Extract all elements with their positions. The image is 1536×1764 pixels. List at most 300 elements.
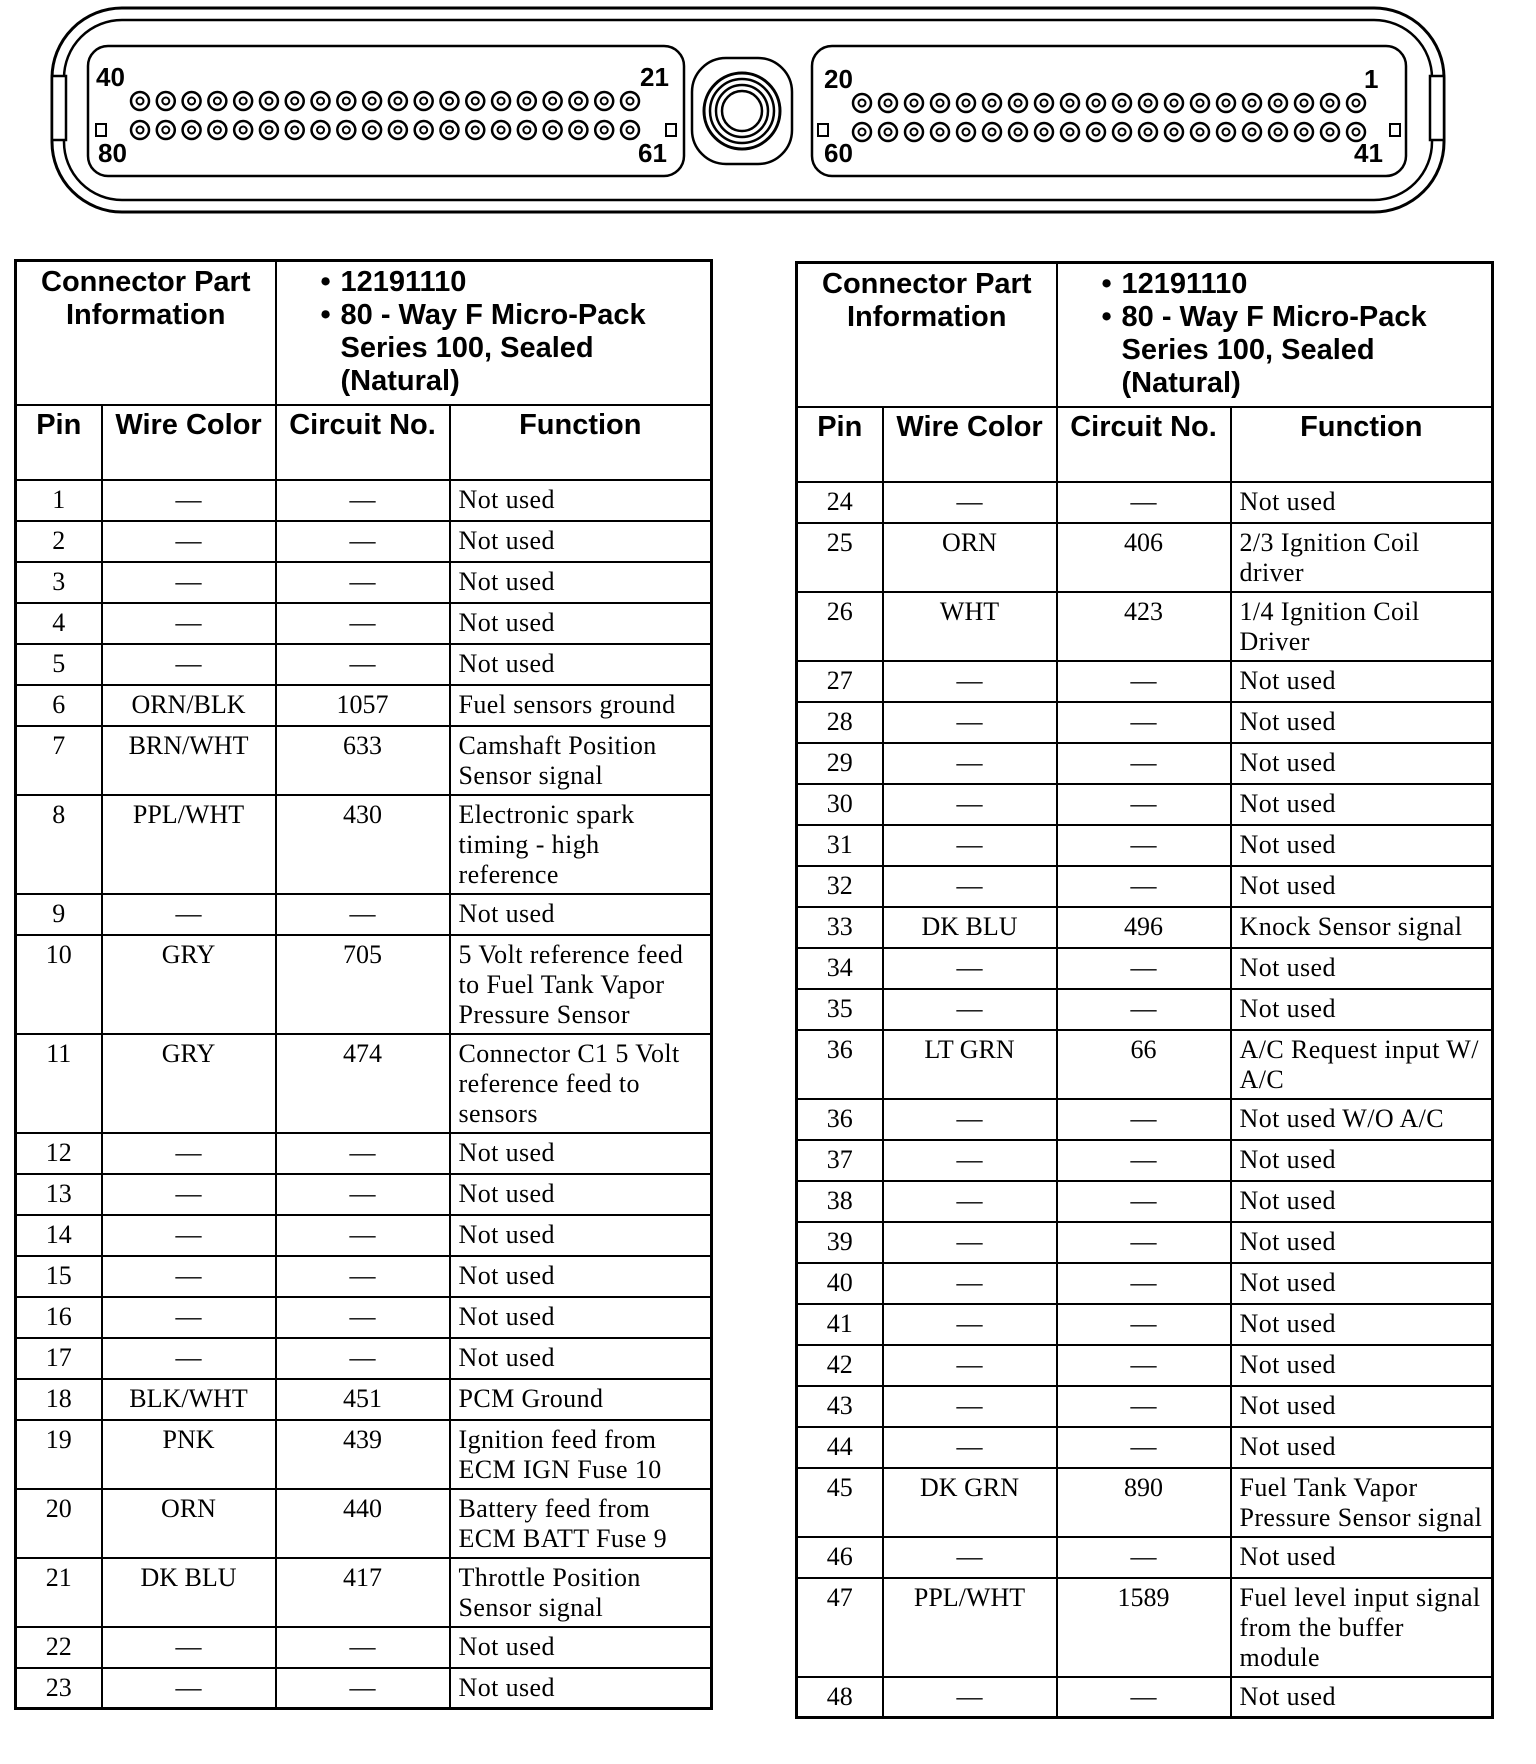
pin-cavity-center [240, 98, 247, 105]
pin-cavity [1295, 123, 1313, 141]
pin-cavity [415, 92, 433, 110]
left-pin-cavities [131, 92, 639, 139]
part-number: • 12191110 [1122, 268, 1488, 301]
cell-wire-color: DK GRN [883, 1468, 1057, 1537]
pin-cavity [363, 121, 381, 139]
connector-part-info-label: Connector Part Information [16, 261, 276, 405]
pin-cavity-center [1041, 100, 1048, 107]
pin-cavity [879, 94, 897, 112]
cell-function: Not used W/O A/C [1231, 1099, 1493, 1140]
cell-pin: 7 [16, 726, 102, 795]
cell-function: Not used [1231, 482, 1493, 523]
pin-cavity-center [317, 127, 324, 134]
table-row [797, 1030, 1493, 1099]
cell-wire-color: ORN/BLK [102, 685, 276, 726]
part-number: • 12191110 [341, 266, 707, 299]
cell-wire-color: — [883, 1222, 1057, 1263]
cell-pin: 29 [797, 743, 883, 784]
pin-cavity [1113, 123, 1131, 141]
cell-function: Not used [1231, 1222, 1493, 1263]
pin-cavity [157, 121, 175, 139]
cell-function: Not used [1231, 1537, 1493, 1578]
cell-pin: 6 [16, 685, 102, 726]
column-header-pin: Pin [797, 407, 883, 482]
cell-function: Not used [450, 1297, 712, 1338]
cell-pin: 18 [16, 1379, 102, 1420]
cell-circuit-no: — [276, 1627, 450, 1668]
cell-pin: 42 [797, 1345, 883, 1386]
table-row [16, 603, 712, 644]
cell-circuit-no: — [1057, 482, 1231, 523]
pin-cavity [1269, 94, 1287, 112]
cell-function: Not used [1231, 1181, 1493, 1222]
table-row [16, 1256, 712, 1297]
cell-pin: 10 [16, 935, 102, 1034]
table-row [16, 894, 712, 935]
cell-function: Not used [1231, 784, 1493, 825]
cell-wire-color: PPL/WHT [102, 795, 276, 894]
cell-pin: 34 [797, 948, 883, 989]
cell-wire-color: — [883, 482, 1057, 523]
cell-function: Not used [450, 1338, 712, 1379]
cell-function: Camshaft Position Sensor signal [450, 726, 712, 795]
pin-cavity [1217, 123, 1235, 141]
cell-wire-color: GRY [102, 935, 276, 1034]
table-row [16, 935, 712, 1034]
cell-function: Not used [1231, 825, 1493, 866]
table-row [797, 1345, 1493, 1386]
pin-cavity [286, 92, 304, 110]
connector-part-info-value [276, 261, 712, 405]
table-row [797, 1263, 1493, 1304]
cell-circuit-no: 66 [1057, 1030, 1231, 1099]
cell-circuit-no: 439 [276, 1420, 450, 1489]
cell-circuit-no: — [276, 603, 450, 644]
pin-cavity-center [394, 127, 401, 134]
pin-cavity-center [214, 127, 221, 134]
cell-circuit-no: — [1057, 948, 1231, 989]
pin-cavity [183, 121, 201, 139]
table-row [797, 1427, 1493, 1468]
cell-pin: 36 [797, 1030, 883, 1099]
cell-wire-color: — [883, 1181, 1057, 1222]
pin-cavity [389, 121, 407, 139]
pin-cavity-center [162, 127, 169, 134]
pin-cavity [157, 92, 175, 110]
cell-pin: 21 [16, 1558, 102, 1627]
cell-circuit-no: — [276, 644, 450, 685]
pin-cavity-center [343, 98, 350, 105]
table-row [797, 989, 1493, 1030]
pin-cavity [1035, 123, 1053, 141]
pin-cavity-center [859, 100, 866, 107]
table-row [16, 726, 712, 795]
table-row [797, 661, 1493, 702]
cell-function: Not used [450, 480, 712, 521]
center-bolt-ring-1 [710, 79, 774, 143]
cell-pin: 22 [16, 1627, 102, 1668]
cell-circuit-no: 474 [276, 1034, 450, 1133]
cell-wire-color: DK BLU [102, 1558, 276, 1627]
cell-pin: 38 [797, 1181, 883, 1222]
cell-wire-color: — [883, 702, 1057, 743]
pin-cavity [853, 123, 871, 141]
pin-cavity [1191, 94, 1209, 112]
cell-function: Not used [1231, 661, 1493, 702]
pin-cavity-center [291, 127, 298, 134]
pin-label-61: 61 [638, 138, 667, 168]
cell-function: PCM Ground [450, 1379, 712, 1420]
cell-circuit-no: — [1057, 1427, 1231, 1468]
pin-cavity-center [1275, 129, 1282, 136]
pin-cavity [983, 123, 1001, 141]
cell-function: 5 Volt reference feed to Fuel Tank Vapor Pressure Sensor [450, 935, 712, 1034]
cell-wire-color: — [883, 948, 1057, 989]
table-row [797, 784, 1493, 825]
cell-circuit-no: — [1057, 1537, 1231, 1578]
pin-cavity-center [240, 127, 247, 134]
cell-circuit-no: — [276, 1133, 450, 1174]
pin-cavity-center [1171, 100, 1178, 107]
pin-cavity [1165, 123, 1183, 141]
pin-cavity [544, 121, 562, 139]
cell-pin: 17 [16, 1338, 102, 1379]
cell-wire-color: — [102, 603, 276, 644]
left-block-key-l [96, 124, 106, 136]
pin-cavity [905, 94, 923, 112]
table-body-right [797, 482, 1493, 1718]
pin-cavity-center [549, 127, 556, 134]
cell-pin: 47 [797, 1578, 883, 1677]
pin-cavity-center [885, 129, 892, 136]
cell-wire-color: — [883, 1263, 1057, 1304]
cell-pin: 24 [797, 482, 883, 523]
pin-cavity [621, 92, 639, 110]
pin-cavity [131, 121, 149, 139]
table-row [797, 702, 1493, 743]
cell-pin: 20 [16, 1489, 102, 1558]
cell-pin: 40 [797, 1263, 883, 1304]
table-row [797, 743, 1493, 784]
pin-cavity-center [137, 98, 144, 105]
cell-wire-color: — [102, 1256, 276, 1297]
table-row [16, 562, 712, 603]
pin-cavity-center [963, 129, 970, 136]
pin-cavity-center [989, 129, 996, 136]
pin-cavity [492, 92, 510, 110]
pin-cavity-center [1353, 100, 1360, 107]
pin-cavity [983, 94, 1001, 112]
table-row [797, 907, 1493, 948]
pin-cavity-center [1249, 100, 1256, 107]
table-row [797, 866, 1493, 907]
part-description: • 80 - Way F Micro-Pack Series 100, Sealed (Natural) [341, 299, 707, 398]
cell-function: Not used [450, 1627, 712, 1668]
pin-cavity-center [1223, 100, 1230, 107]
cell-circuit-no: — [276, 894, 450, 935]
pin-cavity-center [549, 98, 556, 105]
pin-cavity-center [627, 98, 634, 105]
cell-function: Not used [450, 1256, 712, 1297]
pin-cavity [337, 121, 355, 139]
pin-cavity-center [394, 98, 401, 105]
pin-cavity-center [162, 98, 169, 105]
table-row [16, 795, 712, 894]
table-row [797, 1386, 1493, 1427]
pin-cavity-center [188, 98, 195, 105]
table-row [797, 1304, 1493, 1345]
cell-pin: 41 [797, 1304, 883, 1345]
pin-cavity-center [265, 127, 272, 134]
pin-cavity-center [859, 129, 866, 136]
pin-cavity-center [498, 127, 505, 134]
pin-cavity-center [137, 127, 144, 134]
cell-function: Not used [1231, 743, 1493, 784]
pin-cavity-center [498, 98, 505, 105]
cell-wire-color: — [102, 1215, 276, 1256]
column-header-pin: Pin [16, 405, 102, 480]
cell-pin: 32 [797, 866, 883, 907]
pin-cavity [312, 121, 330, 139]
pin-cavity [466, 92, 484, 110]
cell-circuit-no: — [276, 521, 450, 562]
cell-wire-color: — [102, 1627, 276, 1668]
cell-circuit-no: — [1057, 702, 1231, 743]
pin-cavity-center [188, 127, 195, 134]
cell-pin: 16 [16, 1297, 102, 1338]
cell-function: Not used [1231, 866, 1493, 907]
cell-pin: 9 [16, 894, 102, 935]
cell-wire-color: — [883, 784, 1057, 825]
pin-cavity-center [963, 100, 970, 107]
cell-function: Not used [1231, 989, 1493, 1030]
pin-cavity [466, 121, 484, 139]
cell-function: Fuel sensors ground [450, 685, 712, 726]
cell-pin: 37 [797, 1140, 883, 1181]
cell-circuit-no: — [276, 1338, 450, 1379]
cell-pin: 23 [16, 1668, 102, 1709]
cell-wire-color: — [102, 521, 276, 562]
cell-wire-color: — [883, 1677, 1057, 1718]
pin-cavity-center [601, 98, 608, 105]
connector-part-info-value [1057, 263, 1493, 407]
pin-cavity-center [627, 127, 634, 134]
table-row [797, 1578, 1493, 1677]
pin-cavity-center [1067, 129, 1074, 136]
cell-circuit-no: — [276, 1668, 450, 1709]
cell-wire-color: — [883, 661, 1057, 702]
cell-function: Not used [1231, 1140, 1493, 1181]
pin-cavity [440, 92, 458, 110]
pin-cavity [1191, 123, 1209, 141]
cell-pin: 13 [16, 1174, 102, 1215]
cell-function: Fuel level input signal from the buffer module [1231, 1578, 1493, 1677]
pin-cavity-center [1145, 100, 1152, 107]
pin-cavity-center [1171, 129, 1178, 136]
connector-diagram [0, 0, 1536, 220]
table-row [16, 685, 712, 726]
table-row [797, 1099, 1493, 1140]
pin-cavity [879, 123, 897, 141]
cell-pin: 39 [797, 1222, 883, 1263]
cell-pin: 45 [797, 1468, 883, 1537]
pin-cavity-center [911, 129, 918, 136]
pin-cavity [544, 92, 562, 110]
cell-function: Throttle Position Sensor signal [450, 1558, 712, 1627]
pin-label-60: 60 [824, 138, 853, 168]
cell-function: Not used [1231, 1427, 1493, 1468]
cell-wire-color: — [102, 1668, 276, 1709]
table-row [797, 482, 1493, 523]
cell-pin: 27 [797, 661, 883, 702]
cell-pin: 46 [797, 1537, 883, 1578]
pin-label-40: 40 [96, 62, 125, 92]
pin-cavity-center [937, 129, 944, 136]
pin-cavity [260, 121, 278, 139]
cell-function: 2/3 Ignition Coil driver [1231, 523, 1493, 592]
pin-label-41: 41 [1354, 138, 1383, 168]
table-row [16, 521, 712, 562]
cell-circuit-no: 451 [276, 1379, 450, 1420]
cell-function: Not used [450, 1174, 712, 1215]
cell-wire-color: ORN [883, 523, 1057, 592]
table-row [797, 1537, 1493, 1578]
pin-cavity-center [1223, 129, 1230, 136]
pin-cavity [1243, 123, 1261, 141]
pinout-table-left [14, 259, 713, 1710]
cell-wire-color: BLK/WHT [102, 1379, 276, 1420]
cell-circuit-no: — [1057, 784, 1231, 825]
pin-cavity-center [911, 100, 918, 107]
pin-cavity [595, 92, 613, 110]
pinout-table-right [795, 261, 1494, 1719]
pin-cavity [931, 123, 949, 141]
cell-pin: 35 [797, 989, 883, 1030]
pin-cavity [518, 92, 536, 110]
pin-cavity-center [1327, 129, 1334, 136]
cell-pin: 33 [797, 907, 883, 948]
cell-circuit-no: 1057 [276, 685, 450, 726]
right-block-key-r [1390, 124, 1400, 136]
pin-cavity [957, 123, 975, 141]
cell-circuit-no: — [1057, 989, 1231, 1030]
cell-wire-color: — [883, 743, 1057, 784]
table-row [797, 1181, 1493, 1222]
pin-cavity [208, 92, 226, 110]
table-row [16, 480, 712, 521]
pin-cavity [1061, 123, 1079, 141]
pin-cavity [415, 121, 433, 139]
pin-cavity-center [1249, 129, 1256, 136]
left-pin-block [88, 46, 684, 176]
table-row [16, 1174, 712, 1215]
table-row [16, 1627, 712, 1668]
cell-pin: 11 [16, 1034, 102, 1133]
cell-pin: 3 [16, 562, 102, 603]
pin-cavity-center [523, 127, 530, 134]
pin-cavity [1243, 94, 1261, 112]
cell-pin: 30 [797, 784, 883, 825]
pin-cavity [957, 94, 975, 112]
cell-wire-color: — [883, 1537, 1057, 1578]
cell-circuit-no: 423 [1057, 592, 1231, 661]
pin-cavity [1139, 123, 1157, 141]
pin-cavity-center [989, 100, 996, 107]
cell-function: Not used [1231, 948, 1493, 989]
right-pin-block [812, 46, 1406, 176]
table-row [797, 1468, 1493, 1537]
cell-wire-color: — [883, 1140, 1057, 1181]
cell-wire-color: — [102, 894, 276, 935]
pin-cavity [1009, 94, 1027, 112]
pin-cavity [286, 121, 304, 139]
pin-cavity-center [1353, 129, 1360, 136]
pin-label-21: 21 [640, 62, 669, 92]
cell-function: Not used [450, 562, 712, 603]
cell-wire-color: — [883, 866, 1057, 907]
cell-wire-color: LT GRN [883, 1030, 1057, 1099]
pin-cavity [260, 92, 278, 110]
pin-cavity-center [317, 98, 324, 105]
cell-function: Fuel Tank Vapor Pressure Sensor signal [1231, 1468, 1493, 1537]
cell-wire-color: — [883, 1304, 1057, 1345]
cell-pin: 12 [16, 1133, 102, 1174]
column-header-wire-color: Wire Color [102, 405, 276, 480]
pin-cavity-center [472, 98, 479, 105]
column-header-wire-color: Wire Color [883, 407, 1057, 482]
pin-cavity [208, 121, 226, 139]
cell-circuit-no: 430 [276, 795, 450, 894]
cell-wire-color: — [883, 1386, 1057, 1427]
pin-label-80: 80 [98, 138, 127, 168]
pin-cavity-center [1119, 100, 1126, 107]
pin-cavity-center [343, 127, 350, 134]
pin-cavity [234, 92, 252, 110]
cell-circuit-no: — [1057, 1222, 1231, 1263]
table-row [16, 1338, 712, 1379]
table-row [797, 592, 1493, 661]
cell-pin: 36 [797, 1099, 883, 1140]
cell-function: Not used [450, 1215, 712, 1256]
cell-wire-color: — [883, 1099, 1057, 1140]
pin-cavity [569, 121, 587, 139]
cell-wire-color: PNK [102, 1420, 276, 1489]
table-row [16, 1215, 712, 1256]
cell-circuit-no: — [1057, 825, 1231, 866]
cell-circuit-no: — [1057, 1099, 1231, 1140]
pin-cavity-center [1301, 100, 1308, 107]
table-row [797, 1140, 1493, 1181]
cell-circuit-no: — [1057, 661, 1231, 702]
cell-circuit-no: 417 [276, 1558, 450, 1627]
cell-pin: 15 [16, 1256, 102, 1297]
pin-cavity [853, 94, 871, 112]
pin-cavity-center [446, 98, 453, 105]
cell-function: 1/4 Ignition Coil Driver [1231, 592, 1493, 661]
cell-circuit-no: — [1057, 866, 1231, 907]
cell-wire-color: DK BLU [883, 907, 1057, 948]
pin-cavity [234, 121, 252, 139]
column-header-function: Function [1231, 407, 1493, 482]
cell-circuit-no: — [276, 1174, 450, 1215]
cell-wire-color: — [102, 562, 276, 603]
table-row [16, 1489, 712, 1558]
pin-cavity-center [1327, 100, 1334, 107]
cell-circuit-no: — [1057, 1677, 1231, 1718]
pin-cavity [389, 92, 407, 110]
pin-cavity-center [575, 127, 582, 134]
table-row [797, 825, 1493, 866]
